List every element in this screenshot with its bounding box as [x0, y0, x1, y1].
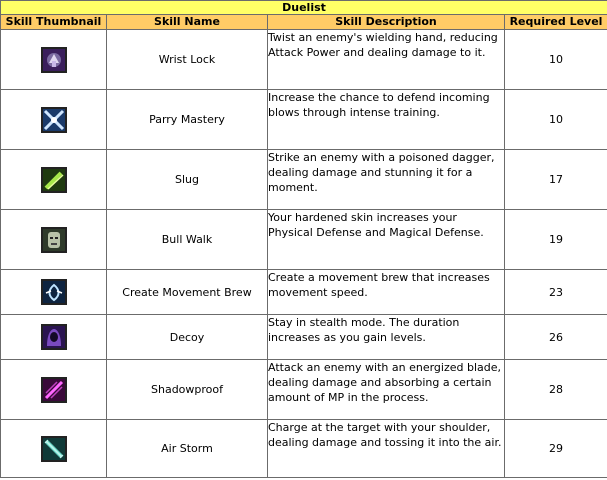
skill-description: Increase the chance to defend incoming blows through intense training. — [268, 90, 505, 150]
table-row — [1, 150, 607, 210]
skill-level: 10 — [505, 90, 607, 150]
skill-description: Your hardened skin increases your Physical Defense and Magical Defense. — [268, 210, 505, 270]
table-row — [1, 420, 607, 478]
skill-description: Create a movement brew that increases movement speed. — [268, 270, 505, 315]
skill-level: 23 — [505, 270, 607, 315]
skill-description: Strike an enemy with a poisoned dagger, dealing damage and stunning it for a moment. — [268, 150, 505, 210]
header-thumbnail: Skill Thumbnail — [1, 15, 107, 30]
skill-level: 10 — [505, 30, 607, 90]
table-row — [1, 90, 607, 150]
skill-name: Air Storm — [107, 420, 268, 478]
skill-level: 17 — [505, 150, 607, 210]
create-movement-brew-icon — [41, 279, 67, 305]
skill-level: 29 — [505, 420, 607, 478]
skill-level: 28 — [505, 360, 607, 420]
table-row — [1, 210, 607, 270]
slug-icon — [41, 167, 67, 193]
table-row — [1, 30, 607, 90]
table-row — [1, 270, 607, 315]
skill-name: Create Movement Brew — [107, 270, 268, 315]
shadowproof-icon — [41, 377, 67, 403]
decoy-icon — [41, 324, 67, 350]
skill-description: Stay in stealth mode. The duration increases as you gain levels. — [268, 315, 505, 360]
header-row — [1, 15, 607, 30]
table-row — [1, 315, 607, 360]
skill-level: 26 — [505, 315, 607, 360]
table-row — [1, 360, 607, 420]
header-description: Skill Description — [268, 15, 505, 30]
skill-name: Decoy — [107, 315, 268, 360]
skill-name: Slug — [107, 150, 268, 210]
header-level: Required Level — [505, 15, 607, 30]
skill-name: Wrist Lock — [107, 30, 268, 90]
table-title: Duelist — [1, 1, 607, 15]
header-name: Skill Name — [107, 15, 268, 30]
skill-level: 19 — [505, 210, 607, 270]
skill-description: Attack an enemy with an energized blade, dealing damage and absorbing a certain amount of MP in the process. — [268, 360, 505, 420]
skill-name: Shadowproof — [107, 360, 268, 420]
skill-name: Bull Walk — [107, 210, 268, 270]
air-storm-icon — [41, 436, 67, 462]
parry-mastery-icon — [41, 107, 67, 133]
skill-description: Charge at the target with your shoulder, dealing damage and tossing it into the air. — [268, 420, 505, 478]
table-title-row — [1, 1, 607, 15]
skill-description: Twist an enemy's wielding hand, reducing Attack Power and dealing damage to it. — [268, 30, 505, 90]
wrist-lock-icon — [41, 47, 67, 73]
skill-name: Parry Mastery — [107, 90, 268, 150]
bull-walk-icon — [41, 227, 67, 253]
